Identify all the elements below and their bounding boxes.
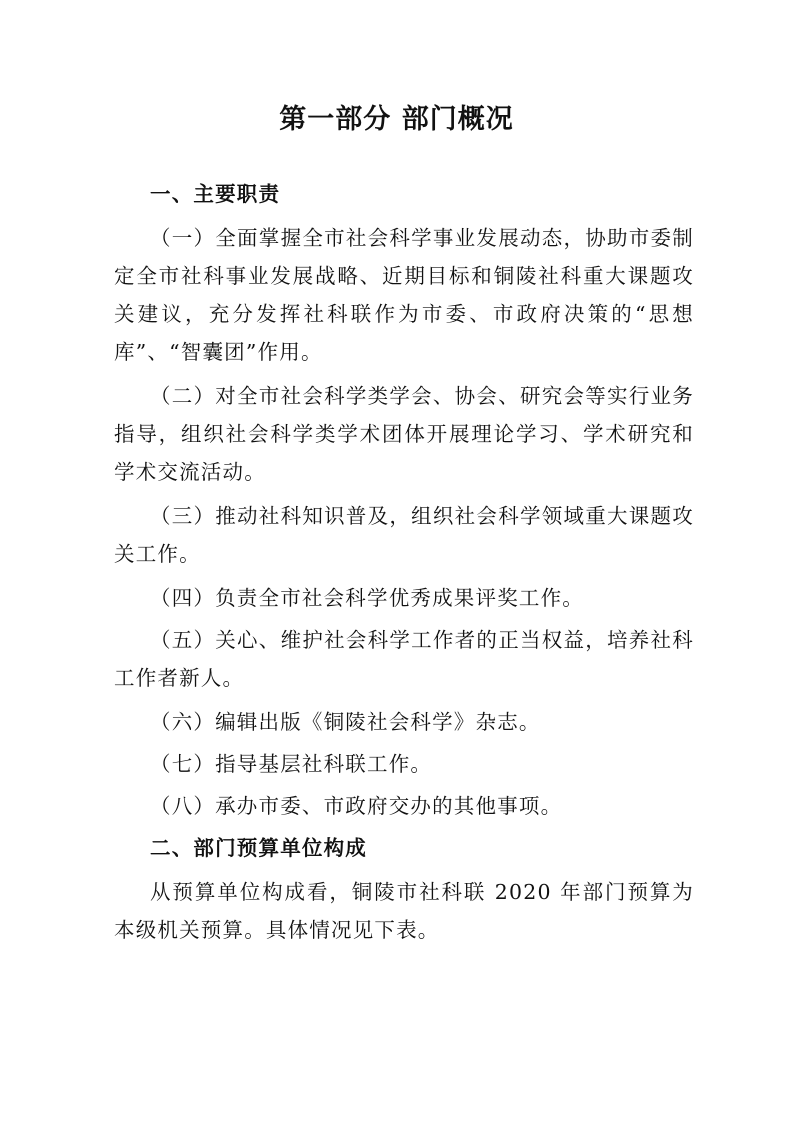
duty-paragraph-7: （七）指导基层社科联工作。: [150, 752, 433, 776]
duty-paragraph-3: （三）推动社科知识普及，组织社会科学领域重大课题攻关工作。: [114, 504, 694, 566]
duty-paragraph-1: （一）全面掌握全市社会科学事业发展动态，协助市委制定全市社科事业发展战略、近期目标和铜陵社科重大课题攻关建议，充分发挥社科联作为市委、市政府决策的“思想库”、“智囊团”作用。: [114, 226, 694, 364]
budget-unit-paragraph: 从预算单位构成看，铜陵市社科联 2020 年部门预算为本级机关预算。具体情况见下表。: [114, 880, 694, 942]
document-body: [114, 175, 694, 955]
duty-paragraph-2: （二）对全市社会科学类学会、协会、研究会等实行业务指导，组织社会科学类学术团体开展理论学习、学术研究和学术交流活动。: [114, 384, 694, 484]
duty-paragraph-6: （六）编辑出版《铜陵社会科学》杂志。: [150, 710, 541, 734]
duty-paragraph-4: （四）负责全市社会科学优秀成果评奖工作。: [150, 586, 584, 610]
page-title: 第一部分 部门概况: [279, 104, 514, 135]
section-heading-duties: 一、主要职责: [150, 182, 281, 206]
duty-paragraph-8: （八）承办市委、市政府交办的其他事项。: [150, 794, 563, 818]
section-heading-budget-units: 二、部门预算单位构成: [150, 836, 367, 860]
duty-paragraph-5: （五）关心、维护社会科学工作者的正当权益，培养社科工作者新人。: [114, 628, 694, 690]
